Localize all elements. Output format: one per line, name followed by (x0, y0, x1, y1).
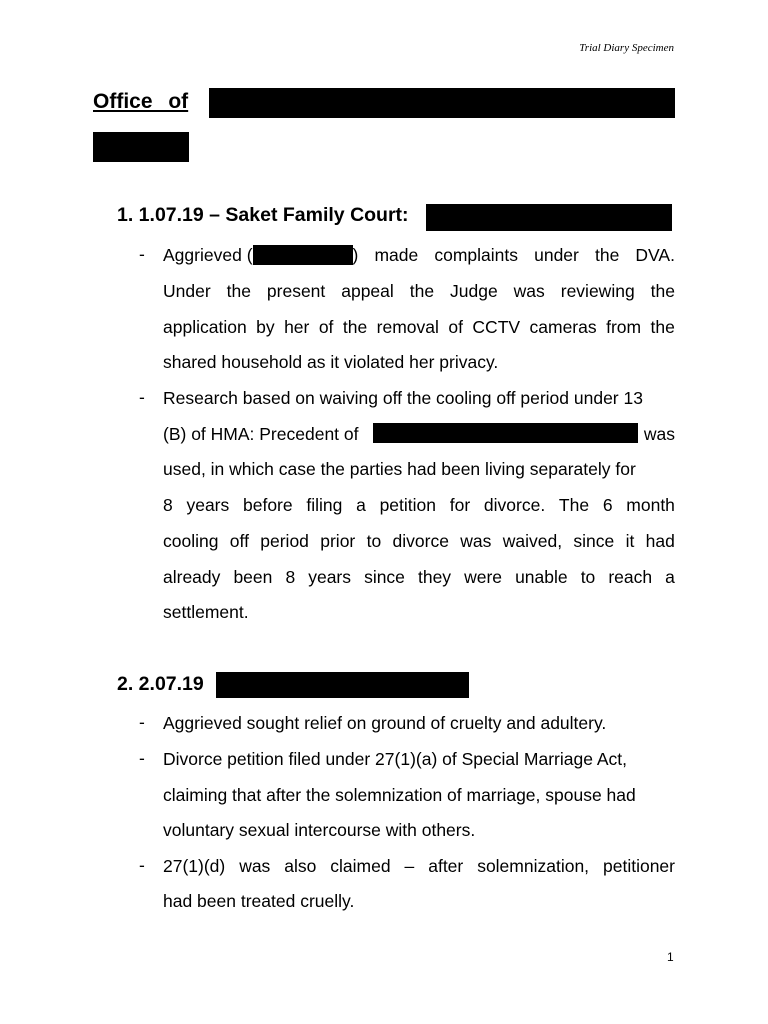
text-line: 27(1)(d) was also claimed – after solemnization, petitioner (163, 856, 675, 876)
text-line: cooling off period prior to divorce was waived, since it had (163, 531, 675, 551)
bullet-dash: - (139, 712, 145, 732)
entry-heading: 1. 1.07.19 – Saket Family Court: (117, 204, 409, 226)
redaction-box (253, 245, 353, 265)
text-line: application by her of the removal of CCTV cameras from the (163, 317, 675, 337)
text-line: shared household as it violated her privacy. (163, 352, 499, 372)
redaction-box (209, 88, 675, 118)
header-note: Trial Diary Specimen (579, 42, 674, 54)
text-line: voluntary sexual intercourse with others. (163, 820, 476, 840)
text-line: 8 years before filing a petition for divorce. The 6 month (163, 495, 675, 515)
office-label: Office of (93, 90, 189, 113)
text-line: already been 8 years since they were unable to reach a (163, 567, 675, 587)
redaction-box (426, 204, 672, 231)
bullet-dash: - (139, 244, 145, 264)
redaction-box (93, 132, 189, 162)
text-line: Research based on waiving off the cooling off period under 13 (163, 388, 643, 408)
text-line: Divorce petition filed under 27(1)(a) of Special Marriage Act, (163, 749, 627, 769)
office-heading (93, 88, 675, 118)
bullet-dash: - (139, 748, 145, 768)
text-line: used, in which case the parties had been living separately for (163, 459, 636, 479)
text-line: Under the present appeal the Judge was reviewing the (163, 281, 675, 301)
redaction-box (216, 672, 469, 698)
text-line: (B) of HMA: Precedent of was (163, 424, 675, 444)
bullet-dash: - (139, 387, 145, 407)
text-line: had been treated cruelly. (163, 891, 355, 911)
redaction-box (373, 423, 638, 443)
text-line: Aggrieved sought relief on ground of cruelty and adultery. (163, 713, 607, 733)
page-number: 1 (667, 950, 674, 964)
text-line: Aggrieved ( ) made complaints under the DVA. (163, 245, 675, 265)
text-line: claiming that after the solemnization of marriage, spouse had (163, 785, 636, 805)
entry-heading: 2. 2.07.19 (117, 673, 204, 695)
bullet-dash: - (139, 855, 145, 875)
text-line: settlement. (163, 602, 249, 622)
